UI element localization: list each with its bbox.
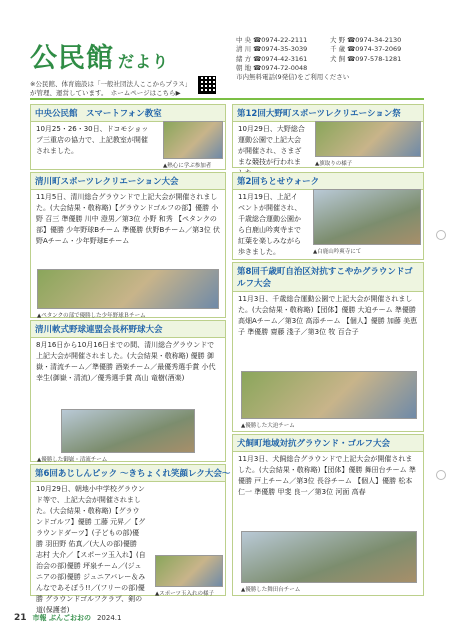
contact-ogata: 緒 方 ☎0974-42-3161 [236,54,308,63]
section-inukai-groundgolf: 犬飼町地域対抗グラウンド・ゴルフ大会 11月3日、犬飼総合グラウンドで上記大会が開催されました。(大会結果・敬称略)【団体】優勝 舞田台チーム 準優勝 戸上チーム／第3位 長谷チーム 【個人】優勝 松本 仁一 準優勝 甲斐 良一／第3位 河面 高春 ▲優勝した舞田台チーム [232,434,424,596]
binding-hole [436,470,446,480]
divider [30,98,424,100]
section-smartphone: 中央公民館 スマートフォン教室 10月25・26・30日、ドコモショップ三重店の協力で、上記教室が開催されました。 ▲熱心に学ぶ参加者 [30,104,226,170]
photo-walk [313,189,421,245]
photo-maitadai-team [241,531,417,583]
section-ajishinpic: 第6回あじしんピック ～きちょくれ笑顔レク大会～ 10月29日、朝地小中学校グラウンド等で、上記大会が開催されました。(大会結果・敬称略)【グラウンドゴルフ】優勝 工藤 元昇／【グラウンドダーツ】(子どもの部)優勝 羽田野 佑真／(大人の部)優勝 志村 大介／【スポーツ玉入れ】(自治会の部)優勝 坪泉チーム／(ジュニアの部)優勝 ジュニアバレー＆みんなであそぼう!!／(フリーの部)優勝 グラウンドゴルフクラブ、剣の道(保護者) ▲スポーツ玉入れの様子 [30,464,226,596]
section-baseball: 清川軟式野球連盟会長杯野球大会 8月16日から10月16日までの間、清川総合グラウンドで上記大会が開催されました。(大会結果・敬称略) 優勝 御嶽・清流チーム／準優勝 酒楽チーム／最優秀選手賞 小代 幸生(御嶽・清流)／優秀選手賞 高山 竜樹(酒楽) ▲優勝した御嶽・清流チーム [30,320,226,462]
binding-hole [436,230,446,240]
contact-kiyokawa: 清 川 ☎0974-35-3039 [236,45,308,54]
qr-code-icon[interactable] [198,76,216,94]
section-kiyokawa-sports: 清川町スポーツレクリエーション大会 11月5日、清川総合グラウンドで上記大会が開催されました。(大会結果・敬称略)【グラウンドゴルフの部】優勝 小野 召三 準優勝 川中 澄男／第3位 小野 和秀 【ペタンクの部】優勝 少年野球Bチーム 準優勝 伏野Bチーム／第3位 伏野Aチーム・少年野球Eチーム ▲ペタンクの部で優勝した少年野球Ｂチーム [30,172,226,318]
photo-tamaire [155,555,223,587]
notice-text: ※公民館、体育施設は「一般社団法人ここからプラス」が管理、運営しています。 ホームページはこちら▶ [30,80,192,97]
section-chitose-walk: 第2回ちとせウォーク 11月19日、上記イベントが開催され、千歳総合運動公園から白鹿山吟爽寺まで紅葉を楽しみながら歩きました。 ▲白鹿山吟爽寺にて [232,172,424,260]
photo-baseball-team [61,409,195,453]
section-chitose-groundgolf: 第8回千歳町自治区対抗すこやかグラウンドゴルフ大会 11月3日、千歳総合運動公園で上記大会が開催されました。(大会結果・敬称略)【団体】優勝 大迫チーム 準優勝 高畑Aチーム／第3位 高添チーム 【個人】優勝 加藤 美恵子 準優勝 齋藤 淺子／第3位 牧 百合子 ▲優勝した大迫チーム [232,262,424,432]
photo-osako-team [241,371,417,419]
photo-flag-race [315,121,421,157]
photo-petanque [37,269,219,309]
footer: 21 市報 ぶんごおおの 2024.1 [14,613,122,623]
contact-note: 市内無料電話(9発信)をご利用ください [236,73,350,82]
contact-ono: 大 野 ☎0974-34-2130 [330,36,402,44]
page-title: 公民館 だより [30,43,170,74]
contact-list [236,36,424,92]
contact-chuo: 中 央 ☎0974-22-2111 [236,36,308,44]
section-ono-sports: 第12回大野町スポーツレクリエーション祭 10月29日、大野総合運動公園で上記大会が開催され、さまざまな競技が行われま ▲旗取りの様子 [232,104,424,168]
photo-smartphone [163,121,223,159]
contact-asaji: 朝 地 ☎0974-72-0048 [236,63,308,72]
contact-inukai: 犬 飼 ☎097-578-1281 [330,54,402,63]
contact-chitose: 千 歳 ☎0974-37-2069 [330,45,402,54]
